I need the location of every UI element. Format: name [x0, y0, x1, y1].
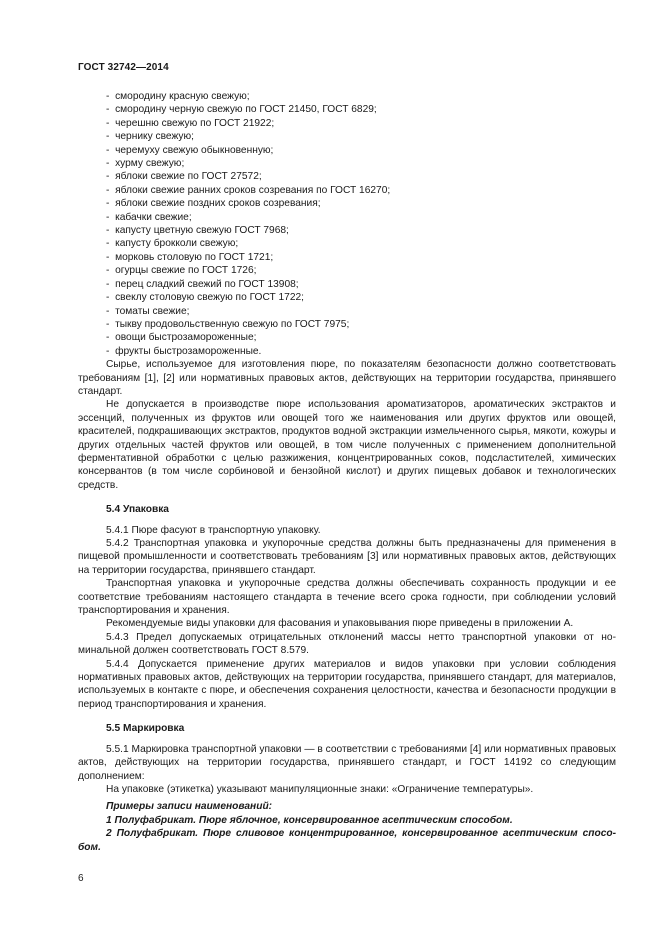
list-item: - фрукты быстрозамороженные. — [106, 345, 262, 357]
section-heading-marking: 5.5 Маркировка — [106, 723, 185, 735]
list-item: - морковь столовую по ГОСТ 1721; — [106, 251, 274, 263]
clause-5-4-2: 5.4.2 Транспортная упаковка и укупорочные средства должны быть предназначены для применения в пищевой промышленности и соответствовать требованиям [3] или нормативных правовых актов, действующих на территории государства, принявшего стандарт. — [78, 538, 616, 576]
standard-header: ГОСТ 32742—2014 — [78, 62, 169, 73]
clause-5-4-3: 5.4.3 Предел допускаемых отрицательных отклонений массы нетто транспортной упаковки от номинальной должен соответствовать ГОСТ 8.579. — [78, 631, 616, 657]
list-item: - перец сладкий свежий по ГОСТ 13908; — [106, 278, 299, 290]
list-item: - хурму свежую; — [106, 158, 185, 170]
example-2: 2 Полуфабрикат. Пюре сливовое концентрированное, консервированное асептическим способом. — [78, 828, 616, 853]
list-item: - яблоки свежие ранних сроков созревания по ГОСТ 16270; — [106, 184, 391, 196]
list-item: - огурцы свежие по ГОСТ 1726; — [106, 265, 257, 277]
list-item: - свеклу столовую свежую по ГОСТ 1722; — [106, 292, 305, 304]
clause-5-5-1: 5.5.1 Маркировка транспортной упаковки — в соответствии с требованиями [4] или нормативных правовых актов, действующих на территории государства, принявшего стандарт, и ГОСТ 14192 со следующим дополнением: — [78, 743, 616, 782]
clause-5-4-2-continued: Транспортная упаковка и укупорочные средства должны обеспечивать сохранность продукции и ее соответствие требованиям настоящего стандарта в течение всего срока годности, при соблюдении условий транспортирования и хранения. — [78, 578, 616, 617]
section-heading-packaging: 5.4 Упаковка — [106, 504, 169, 516]
list-item: - тыкву продовольственную свежую по ГОСТ 7975; — [106, 318, 350, 330]
prohibited-additives-paragraph: Не допускается в производстве пюре использования ароматизаторов, ароматических экстрактов и эссенций, полученных из фруктов или овощей того же наименования или других фруктов или овощей, красителей, подкрашивающих экстрактов, продуктов водной экстракции измельченного сырья, мякоти, кожуры и других отдельных частей фруктов или овощей, в том числе полученных с применением дополнительной ферментативной обработки с целью разжижения, концентрированных соков, подсластителей, химических консервантов (в том числе сорбиновой и бензойной кислот) и других пищевых добавок и технологических средств. — [78, 399, 616, 491]
list-item: - смородину красную свежую; — [106, 91, 250, 102]
list-item: - яблоки свежие поздних сроков созревания; — [106, 198, 321, 210]
clause-5-4-4: 5.4.4 Допускается применение других материалов и видов упаковки при условии соблюдения нормативных правовых актов, действующих на территории государства, принявшего стандарт, для материалов, используемых в контакте с пюре, и обеспечения сохранения целостности, качества и безопасности продукции в период транспортирования и хранения. — [78, 658, 616, 710]
list-item: - капусту цветную свежую ГОСТ 7968; — [106, 225, 289, 237]
list-item: - овощи быстрозамороженные; — [106, 332, 257, 344]
list-item: - капусту брокколи свежую; — [106, 238, 239, 250]
list-item: - черешню свежую по ГОСТ 21922; — [106, 117, 275, 129]
list-item: - черемуху свежую обыкновенную; — [106, 144, 274, 156]
clause-5-5-1-signs: На упаковке (этикетка) указывают манипуляционные знаки: «Ограничение температуры». — [106, 783, 534, 795]
examples-heading: Примеры записи наименований: — [106, 801, 273, 813]
raw-material-safety-paragraph: Сырье, используемое для изготовления пюре, по показателям безопасности должно соответствовать требованиям [1], [2] или нормативных правовых актов, действующих на территории государства, принявшего стандарт. — [78, 359, 616, 397]
clause-5-4-1: 5.4.1 Пюре фасуют в транспортную упаковку. — [106, 524, 321, 536]
list-item: - кабачки свежие; — [106, 211, 192, 223]
list-item: - яблоки свежие по ГОСТ 27572; — [106, 171, 262, 183]
example-1: 1 Полуфабрикат. Пюре яблочное, консервированное асептическим способом. — [106, 814, 513, 826]
list-item: - томаты свежие; — [106, 305, 190, 317]
raw-materials-list — [78, 90, 616, 358]
list-item: - смородину черную свежую по ГОСТ 21450, ГОСТ 6829; — [106, 104, 377, 116]
clause-5-4-2-recommended: Рекомендуемые виды упаковки для фасования и упаковывания пюре приведены в приложении А. — [106, 618, 574, 630]
list-item: - чернику свежую; — [106, 131, 194, 143]
page-body — [78, 90, 616, 854]
page-number: 6 — [78, 873, 84, 884]
